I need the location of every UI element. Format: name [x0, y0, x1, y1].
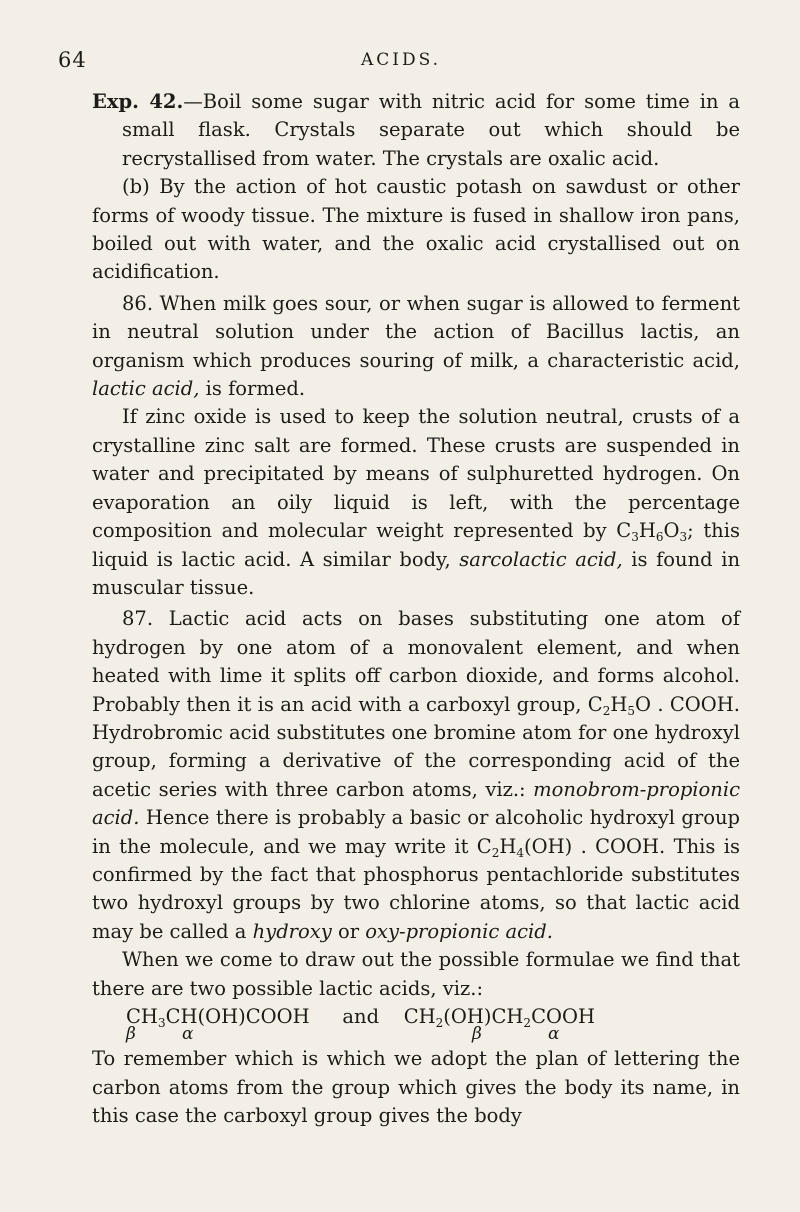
- label-beta: β: [126, 1024, 136, 1045]
- page-body: [92, 88, 740, 1131]
- paragraph-formulae-intro: When we come to draw out the possible formulae we find that there are two possible lactic acids, viz.:: [92, 948, 740, 1000]
- term-monobrom-propionic: monobrom-propionic acid.: [92, 777, 740, 830]
- formula-c3h6o3: $C_3H_6O_3$: [616, 519, 688, 545]
- label-beta: β: [472, 1024, 482, 1045]
- formula-beta-lactic: $CH_2(OH)CH_2COOH$: [403, 1005, 595, 1030]
- section-number: 87.: [122, 607, 154, 631]
- formula-alpha-lactic: $CH_3CH(OH)COOH$: [126, 1005, 310, 1030]
- label-alpha: α: [182, 1024, 194, 1045]
- label-alpha: α: [548, 1024, 560, 1045]
- page-header: [58, 48, 744, 78]
- term-oxy-propionic: oxy-propionic acid.: [365, 919, 553, 943]
- item-label: (b): [122, 175, 150, 199]
- experiment-label: Exp. 42.: [92, 90, 184, 113]
- term-sarcolactic-acid: sarcolactic acid,: [459, 547, 623, 571]
- page-number: 64: [58, 48, 87, 72]
- paragraph-b: (b) By the action of hot caustic potash on sawdust or other forms of woody tissue. The mixture is fused in shallow iron pans, boiled out with water, and the oxalic acid crystallised out on acidification.: [92, 175, 740, 284]
- section-87: 87. Lactic acid acts on bases substituting one atom of hydrogen by one atom of a monovalent element, and when heated with lime it splits off carbon dioxide, and forms alcohol. Probably then it is an acid with a carboxyl group, $C_2H_5O$ . COOH. Hydrobromic acid substitutes one bromine atom for one hydroxyl group, forming a derivative of the corresponding acid of the acetic series with three carbon atoms, viz.: monobrom-propionic acid. Hence there is probably a basic or alcoholic hydroxyl group in the molecule, and we may write it $C_2H_4(OH)$ . COOH. This is confirmed by the fact that phosphorus pentachloride substitutes two hydroxyl groups by two chlorine atoms, so that lactic acid may be called a hydroxy or oxy-propionic acid.: [92, 607, 740, 943]
- formula-hydroxy-carboxyl: $C_2H_4(OH)$ . COOH.: [476, 834, 666, 860]
- section-number: 86.: [122, 291, 154, 315]
- formula-ethyl-carboxyl: $C_2H_5O$ . COOH.: [587, 692, 740, 718]
- running-title: ACIDS.: [360, 50, 442, 70]
- carbon-letter-labels: [92, 1024, 740, 1045]
- term-hydroxy: hydroxy: [252, 919, 332, 943]
- formula-and: and: [342, 1005, 380, 1028]
- section-86: 86. When milk goes sour, or when sugar is allowed to ferment in neutral solution under the action of Bacillus lactis, an organism which produces souring of milk, a characteristic acid, lactic acid, is formed.: [92, 291, 740, 401]
- paragraph-zinc: If zinc oxide is used to keep the solution neutral, crusts of a crystalline zinc salt are formed. These crusts are suspended in water and precipitated by means of sulphuretted hydrogen. On evaporation an oily liquid is left, with the percentage composition and molecular weight represented by $C_3H_6O_3$; this liquid is lactic acid. A similar body, sarcolactic acid, is found in muscular tissue.: [92, 405, 740, 599]
- term-lactic-acid: lactic acid,: [92, 377, 200, 401]
- experiment-42: Exp. 42.—Boil some sugar with nitric acid for some time in a small flask. Crystals separate out which should be recrystallised from water. The crystals are oxalic acid.: [92, 90, 740, 170]
- paragraph-lettering: To remember which is which we adopt the plan of lettering the carbon atoms from the group which gives the body its name, in this case the carboxyl group gives the body: [92, 1047, 740, 1128]
